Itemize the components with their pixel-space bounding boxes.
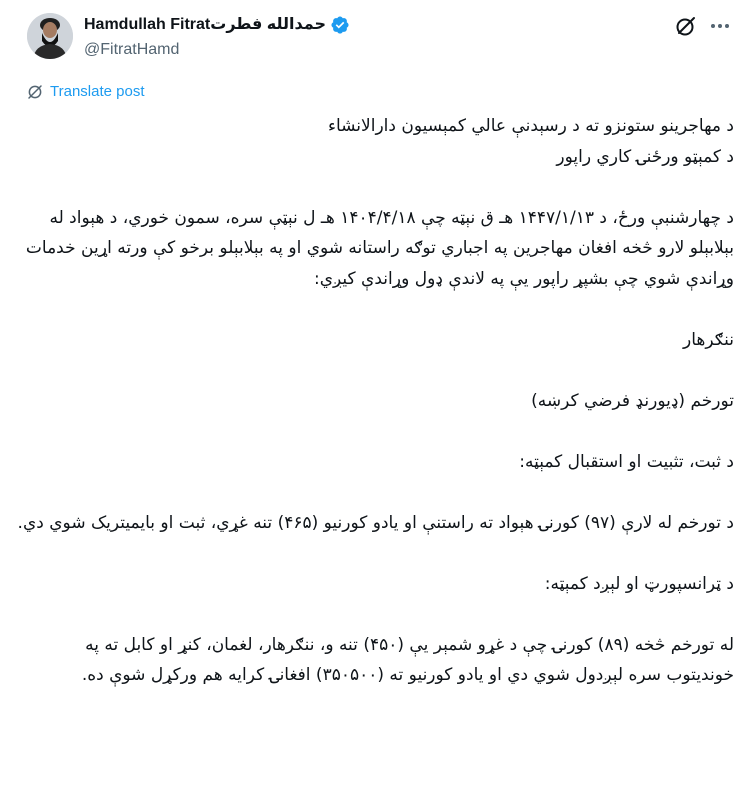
- post-text: [14, 111, 734, 691]
- author-display-name[interactable]: Hamdullah Fitratحمدالله فطرت: [84, 16, 326, 33]
- author-name-row[interactable]: [84, 15, 350, 35]
- post-paragraph: تورخم (ډيورنډ فرضي کرښه): [531, 390, 734, 411]
- post-header: [0, 0, 746, 80]
- translate-post-label[interactable]: Translate post: [50, 83, 145, 100]
- post-paragraph: د مهاجرينو ستونزو ته د رسېدنې عالي کمېسيون دارالانشاء د کمېټو ورځنۍ کاري راپور: [327, 116, 734, 167]
- post-paragraph: د ثبت، تثبيت او استقبال کمېټه:: [519, 451, 734, 472]
- translate-icon: [26, 83, 44, 101]
- post-paragraph: له تورخم څخه (۸۹) کورنۍ چې د غړو شمېر يې (۴۵۰) تنه و، ننګرهار، لغمان، کنړ او کابل ته په خونديتوب سره لېږدول شوي دي او يادو کورنيو ته (۳۵۰۵۰۰) افغانۍ کرايه هم ورکړل شوې ده.: [81, 634, 734, 685]
- post-paragraph: د چهارشنبې ورځ، د ۱۴۴۷/۱/۱۳ هـ ق نېټه چې ۱۴۰۴/۴/۱۸ هـ ل نېټې سره، سمون خوري، د هېواد له بېلابېلو لارو څخه افغان مهاجرين په اجباري توګه راستانه شوي او په بېلابېلو برخو کې ورته اړين خدمات وړاندې شوي چې بشپړ راپور يې په لاندې ډول وړاندې کيږي:: [25, 207, 734, 289]
- post-paragraph: ننګرهار: [683, 329, 734, 350]
- author-handle[interactable]: @FitratHamd: [84, 41, 180, 58]
- post-paragraph: د تورخم له لارې (۹۷) کورنۍ هېواد ته راستنې او يادو کورنيو (۴۶۵) تنه غړي، ثبت او بايميتريک شوي دي.: [17, 512, 734, 533]
- translate-post-button[interactable]: [26, 82, 145, 102]
- avatar-image: [27, 13, 73, 59]
- grok-icon[interactable]: [674, 14, 698, 38]
- verified-badge-icon: [330, 15, 350, 35]
- avatar[interactable]: [27, 13, 73, 59]
- post-paragraph: د ټرانسپورټ او لېږد کمېټه:: [544, 573, 734, 594]
- more-options-icon[interactable]: [708, 14, 732, 38]
